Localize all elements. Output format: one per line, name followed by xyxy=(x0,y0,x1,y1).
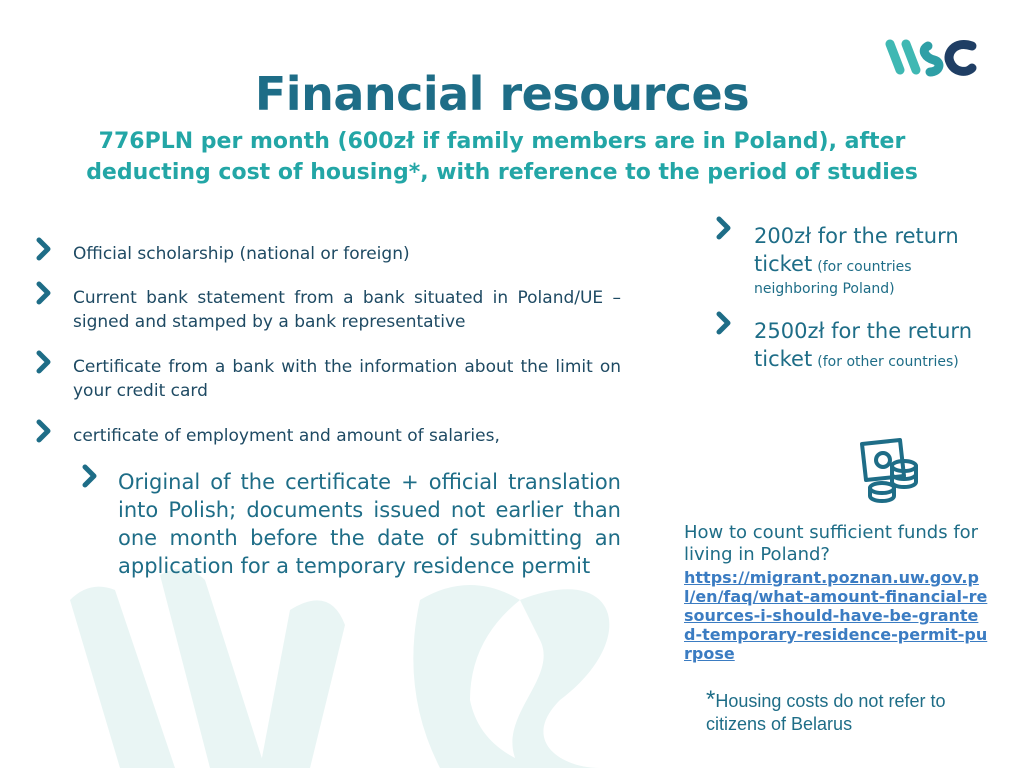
return-ticket-item xyxy=(754,222,999,299)
chevron-right-icon xyxy=(36,237,52,261)
chevron-right-icon xyxy=(716,216,732,240)
chevron-right-icon xyxy=(36,281,52,305)
requirement-item: certificate of employment and amount of salaries, xyxy=(73,426,500,446)
page-subtitle: 776PLN per month (600zł if family members are in Poland), after deducting cost of housing*, with reference to the period of studies xyxy=(86,129,918,185)
funds-question: How to count sufficient funds for living in Poland? xyxy=(684,522,979,565)
footnote-star: * xyxy=(706,686,716,713)
coins-and-banknote-icon xyxy=(856,436,926,506)
return-ticket-note: (for countries neighboring Poland) xyxy=(754,259,912,297)
chevron-right-icon xyxy=(36,350,52,374)
requirement-item: Certificate from a bank with the information about the limit on your credit card xyxy=(73,357,621,401)
page-title: Financial resources xyxy=(254,67,750,121)
requirement-item: Official scholarship (national or foreign) xyxy=(73,244,410,264)
chevron-right-icon xyxy=(36,419,52,443)
housing-footnote xyxy=(706,688,996,736)
requirement-item: Current bank statement from a bank situated in Poland/UE – signed and stamped by a bank representative xyxy=(73,288,621,332)
return-ticket-note: (for other countries) xyxy=(817,354,959,370)
funds-info-link[interactable]: https://migrant.poznan.uw.gov.pl/en/faq/what-amount-financial-resources-i-should-have-be-granted-temporary-residence-permit-purpose xyxy=(684,568,988,663)
return-ticket-item xyxy=(754,317,999,373)
return-ticket-amount: 200zł for the return ticket xyxy=(754,224,959,276)
footnote-text: Housing costs do not refer to citizens of Belarus xyxy=(706,691,946,734)
chevron-right-icon xyxy=(82,464,98,488)
return-ticket-amount: 2500zł for the return ticket xyxy=(754,319,973,371)
sub-requirement-item: Original of the certificate + official translation into Polish; documents issued not earlier than one month before the date of submitting an application for a temporary residence permit xyxy=(118,470,621,578)
chevron-right-icon xyxy=(716,311,732,335)
